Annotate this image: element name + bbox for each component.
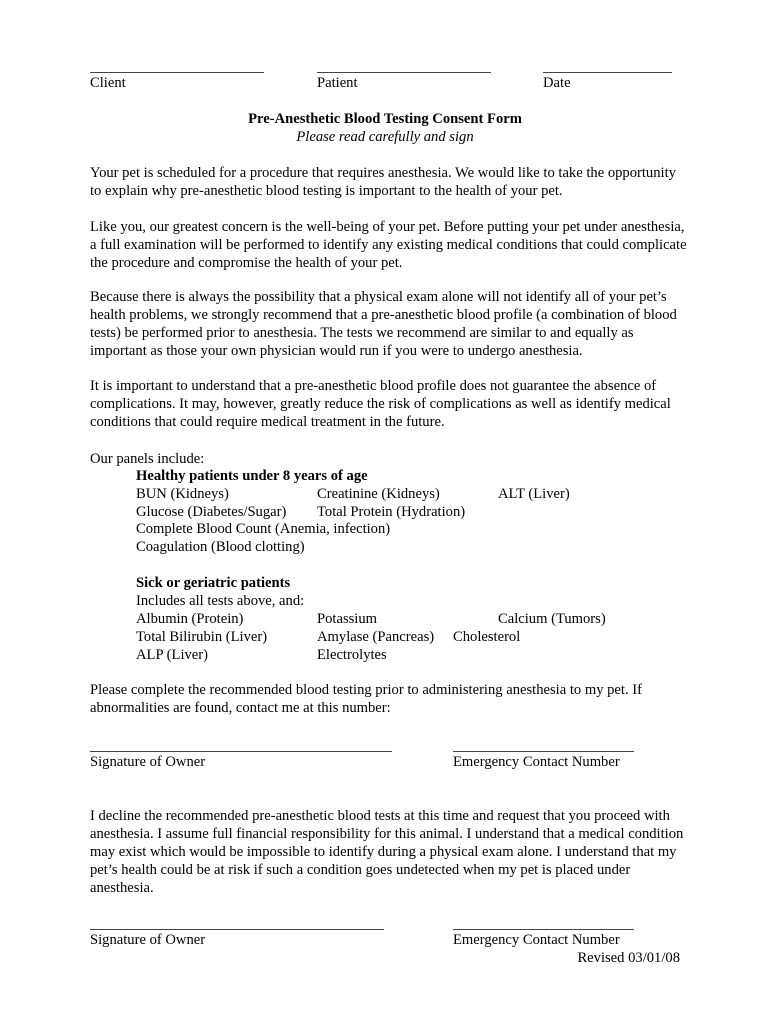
- patient-label: Patient: [317, 75, 358, 91]
- revision-date: Revised 03/01/08: [577, 950, 680, 966]
- test-electrolytes: Electrolytes: [317, 647, 387, 663]
- healthy-panel-heading: Healthy patients under 8 years of age: [136, 468, 368, 484]
- emergency-contact-label-2: Emergency Contact Number: [453, 932, 620, 948]
- test-alp: ALP (Liver): [136, 647, 208, 663]
- owner-signature-label-2: Signature of Owner: [90, 932, 206, 948]
- test-cbc: Complete Blood Count (Anemia, infection): [136, 521, 391, 537]
- test-creatinine: Creatinine (Kidneys): [317, 486, 440, 502]
- test-potassium: Potassium: [317, 611, 378, 627]
- emergency-contact-line-2[interactable]: [453, 929, 634, 930]
- test-bun: BUN (Kidneys): [136, 486, 229, 502]
- client-blank[interactable]: [90, 72, 264, 73]
- date-blank[interactable]: [543, 72, 672, 73]
- owner-signature-line-1[interactable]: [90, 751, 392, 752]
- owner-signature-label-1: Signature of Owner: [90, 754, 206, 770]
- form-title: Pre-Anesthetic Blood Testing Consent Form: [248, 111, 522, 127]
- test-amylase: Amylase (Pancreas): [317, 629, 435, 645]
- date-label: Date: [543, 75, 571, 91]
- test-alt: ALT (Liver): [498, 486, 570, 502]
- consent-paragraph: Please complete the recommended blood testing prior to administering anesthesia to my pet. If abnormalities are found, contact me at this number:: [90, 682, 642, 716]
- emergency-contact-line-1[interactable]: [453, 751, 634, 752]
- guarantee-paragraph: It is important to understand that a pre-anesthetic blood profile does not guarantee the absence of complications. It may, however, greatly reduce the risk of complications as well as identify medical conditions that could require medical treatment in the future.: [90, 378, 671, 430]
- client-label: Client: [90, 75, 126, 91]
- test-calcium: Calcium (Tumors): [498, 611, 606, 627]
- test-coagulation: Coagulation (Blood clotting): [136, 539, 305, 555]
- sick-includes: Includes all tests above, and:: [136, 593, 305, 609]
- test-albumin: Albumin (Protein): [136, 611, 244, 627]
- test-cholesterol: Cholesterol: [453, 629, 521, 645]
- panels-intro: Our panels include:: [90, 451, 205, 467]
- test-total-protein: Total Protein (Hydration): [317, 504, 466, 520]
- decline-paragraph: I decline the recommended pre-anesthetic blood tests at this time and request that you proceed with anesthesia. I assume full financial responsibility for this animal. I understand that a medical condition may exist which would be impossible to identify during a physical exam alone. I understand that my pet’s health could be at risk if such a condition goes undetected when my pet is placed under anesthesia.: [90, 808, 684, 896]
- intro-paragraph: Your pet is scheduled for a procedure that requires anesthesia. We would like to take the opportunity to explain why pre-anesthetic blood testing is important to the health of your pet.: [90, 165, 676, 199]
- emergency-contact-label-1: Emergency Contact Number: [453, 754, 620, 770]
- recommendation-paragraph: Because there is always the possibility that a physical exam alone will not identify all of your pet’s health problems, we strongly recommend that a pre-anesthetic blood profile (a combination of blood tests) be performed prior to anesthesia. The tests we recommend are similar to and equally as important as those your own physician would run if you were to undergo anesthesia.: [90, 289, 677, 359]
- owner-signature-line-2[interactable]: [90, 929, 384, 930]
- sick-panel-heading: Sick or geriatric patients: [136, 575, 291, 591]
- test-bilirubin: Total Bilirubin (Liver): [136, 629, 268, 645]
- form-subtitle: Please read carefully and sign: [296, 129, 474, 145]
- patient-blank[interactable]: [317, 72, 491, 73]
- test-glucose: Glucose (Diabetes/Sugar): [136, 504, 287, 520]
- concern-paragraph: Like you, our greatest concern is the well-being of your pet. Before putting your pet under anesthesia, a full examination will be performed to identify any existing medical conditions that could complicate the procedure and compromise the health of your pet.: [90, 219, 687, 271]
